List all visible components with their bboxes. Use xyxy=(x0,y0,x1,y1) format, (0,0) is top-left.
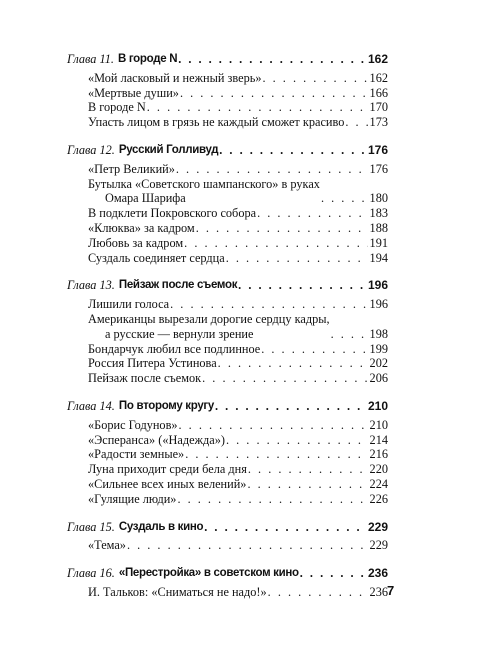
leader-dots xyxy=(226,433,368,448)
leader-dots xyxy=(226,251,368,266)
toc-entry[interactable] xyxy=(67,356,388,371)
entry-title: «Гулящие люди» xyxy=(88,491,177,506)
toc-entry[interactable] xyxy=(67,100,388,115)
entry-page: 202 xyxy=(369,356,388,371)
entry-title: Луна приходит среди бела дня xyxy=(88,462,247,477)
entry-page: 180 xyxy=(369,191,388,206)
entry-title: Россия Питера Устинова xyxy=(88,356,217,371)
leader-dots xyxy=(179,418,368,433)
chapter-label: Глава 11. xyxy=(67,52,114,66)
toc-entry[interactable] xyxy=(67,236,388,251)
chapter-heading[interactable] xyxy=(67,278,388,293)
leader-dots xyxy=(215,399,366,414)
chapter-12 xyxy=(67,143,388,265)
chapter-label: Глава 12. xyxy=(67,142,115,157)
chapter-page: 176 xyxy=(367,142,388,157)
entry-page: 226 xyxy=(369,491,388,506)
leader-dots xyxy=(196,221,368,236)
chapter-page: 196 xyxy=(367,278,388,293)
page-number: 7 xyxy=(387,583,395,598)
entry-page: 183 xyxy=(369,206,388,221)
entry-title: Любовь за кадром xyxy=(88,235,184,250)
chapter-label: Глава 13. xyxy=(67,278,115,293)
entry-page: 198 xyxy=(369,326,388,341)
leader-dots xyxy=(219,143,366,158)
chapter-11 xyxy=(67,52,388,130)
entry-page: 214 xyxy=(369,432,388,447)
toc-entry[interactable] xyxy=(67,251,388,266)
chapter-page: 162 xyxy=(367,52,388,66)
toc-entry[interactable] xyxy=(67,221,388,236)
leader-dots xyxy=(238,278,366,293)
entry-title: «Сильнее всех иных велений» xyxy=(88,476,247,491)
entry-title: Суздаль соединяет сердца xyxy=(88,250,225,265)
chapter-15 xyxy=(67,520,388,554)
entry-title: И. Тальков: «Сниматься не надо!» xyxy=(88,584,267,599)
leader-dots xyxy=(202,371,367,386)
entry-title: В подклети Покровского собора xyxy=(88,206,257,221)
leader-dots xyxy=(184,236,367,251)
toc-entry[interactable] xyxy=(67,206,388,221)
toc-entry[interactable] xyxy=(67,492,388,507)
entry-page: 166 xyxy=(369,85,388,100)
toc-entry[interactable] xyxy=(67,585,388,600)
toc-entry[interactable] xyxy=(67,538,388,553)
leader-dots xyxy=(345,115,367,130)
chapter-13 xyxy=(67,278,388,386)
chapter-heading[interactable] xyxy=(67,399,388,414)
leader-dots xyxy=(263,71,368,86)
entry-page: 224 xyxy=(369,476,388,491)
chapter-label: Глава 14. xyxy=(67,398,115,413)
toc-entry[interactable] xyxy=(67,297,388,312)
toc-entry[interactable] xyxy=(67,433,388,448)
entry-page: 220 xyxy=(369,462,388,477)
toc-entry[interactable] xyxy=(67,342,388,357)
table-of-contents xyxy=(67,52,388,613)
chapter-title: По второму кругу xyxy=(118,399,215,412)
leader-dots xyxy=(204,520,366,535)
chapter-label: Глава 16. xyxy=(67,566,115,581)
entry-page: 173 xyxy=(369,115,388,130)
entry-title: «Эсперанса» («Надежда») xyxy=(88,432,225,447)
toc-entry[interactable] xyxy=(67,371,388,386)
chapter-heading[interactable] xyxy=(67,520,388,535)
entry-title-continuation: а русские — вернули зрение xyxy=(105,326,254,341)
entry-title: «Мертвые души» xyxy=(88,85,179,100)
entry-page: 229 xyxy=(369,538,388,553)
leader-dots xyxy=(170,297,367,312)
entry-page: 196 xyxy=(369,297,388,312)
chapter-title: Суздаль в кино xyxy=(118,520,204,533)
entry-title: В городе N xyxy=(88,100,146,115)
leader-dots xyxy=(185,447,367,462)
leader-dots xyxy=(248,462,368,477)
leader-dots xyxy=(257,206,367,221)
chapter-16 xyxy=(67,566,388,600)
leader-dots xyxy=(300,566,366,581)
entry-page: 210 xyxy=(369,417,388,432)
chapter-title: «Перестройка» в советском кино xyxy=(118,567,299,580)
toc-entry[interactable] xyxy=(67,177,388,207)
entry-title: Бутылка «Советского шампанского» в руках xyxy=(88,176,320,191)
toc-entry[interactable] xyxy=(67,162,388,177)
entry-title: Американцы вырезали дорогие сердцу кадры, xyxy=(88,311,330,326)
chapter-heading[interactable] xyxy=(67,52,388,67)
entry-title: «Клюква» за кадром xyxy=(88,220,195,235)
entry-title: Пейзаж после съемок xyxy=(88,371,202,386)
entry-page: 170 xyxy=(369,100,388,115)
chapter-title: Пейзаж после съемок xyxy=(118,279,238,292)
entry-page: 216 xyxy=(369,447,388,462)
toc-entry[interactable] xyxy=(67,86,388,101)
entry-title-continuation: Омара Шарифа xyxy=(105,191,186,206)
leader-dots xyxy=(331,327,368,342)
toc-entry[interactable] xyxy=(67,462,388,477)
chapter-14 xyxy=(67,399,388,507)
entry-page: 194 xyxy=(369,250,388,265)
entry-page: 188 xyxy=(369,220,388,235)
toc-entry[interactable] xyxy=(67,71,388,86)
entry-title-multiline xyxy=(88,312,330,342)
chapter-label: Глава 15. xyxy=(67,519,115,534)
leader-dots xyxy=(180,86,368,101)
chapter-page: 229 xyxy=(367,519,388,534)
leader-dots xyxy=(247,477,367,492)
leader-dots xyxy=(147,100,368,115)
leader-dots xyxy=(177,492,367,507)
entry-page: 191 xyxy=(369,235,388,250)
leader-dots xyxy=(127,538,368,553)
entry-page: 206 xyxy=(369,371,388,386)
leader-dots xyxy=(321,191,368,206)
entry-title: Лишили голоса xyxy=(88,297,170,312)
entry-page: 236 xyxy=(369,584,388,599)
chapter-page: 210 xyxy=(367,398,388,413)
toc-entry[interactable] xyxy=(67,418,388,433)
entry-page: 199 xyxy=(369,341,388,356)
entry-title: Упасть лицом в грязь не каждый сможет красиво xyxy=(88,115,345,130)
leader-dots xyxy=(176,162,368,177)
entry-title: «Тема» xyxy=(88,538,126,553)
chapter-heading[interactable] xyxy=(67,566,388,581)
leader-dots xyxy=(268,585,368,600)
leader-dots xyxy=(178,52,366,67)
chapter-heading[interactable] xyxy=(67,143,388,158)
entry-page: 176 xyxy=(369,161,388,176)
entry-title: «Петр Великий» xyxy=(88,161,175,176)
entry-title: Бондарчук любил все подлинное xyxy=(88,341,261,356)
toc-entry[interactable] xyxy=(67,115,388,130)
chapter-page: 236 xyxy=(367,566,388,581)
chapter-title: В городе N xyxy=(117,53,178,65)
entry-title: «Радости земные» xyxy=(88,447,185,462)
entry-title: «Борис Годунов» xyxy=(88,417,178,432)
leader-dots xyxy=(218,356,368,371)
toc-entry[interactable] xyxy=(67,312,388,342)
chapter-title: Русский Голливуд xyxy=(118,143,219,156)
leader-dots xyxy=(261,342,367,357)
entry-title-multiline xyxy=(88,177,320,207)
toc-entry[interactable] xyxy=(67,477,388,492)
entry-page: 162 xyxy=(369,70,388,85)
toc-entry[interactable] xyxy=(67,447,388,462)
entry-title: «Мой ласковый и нежный зверь» xyxy=(88,70,262,85)
